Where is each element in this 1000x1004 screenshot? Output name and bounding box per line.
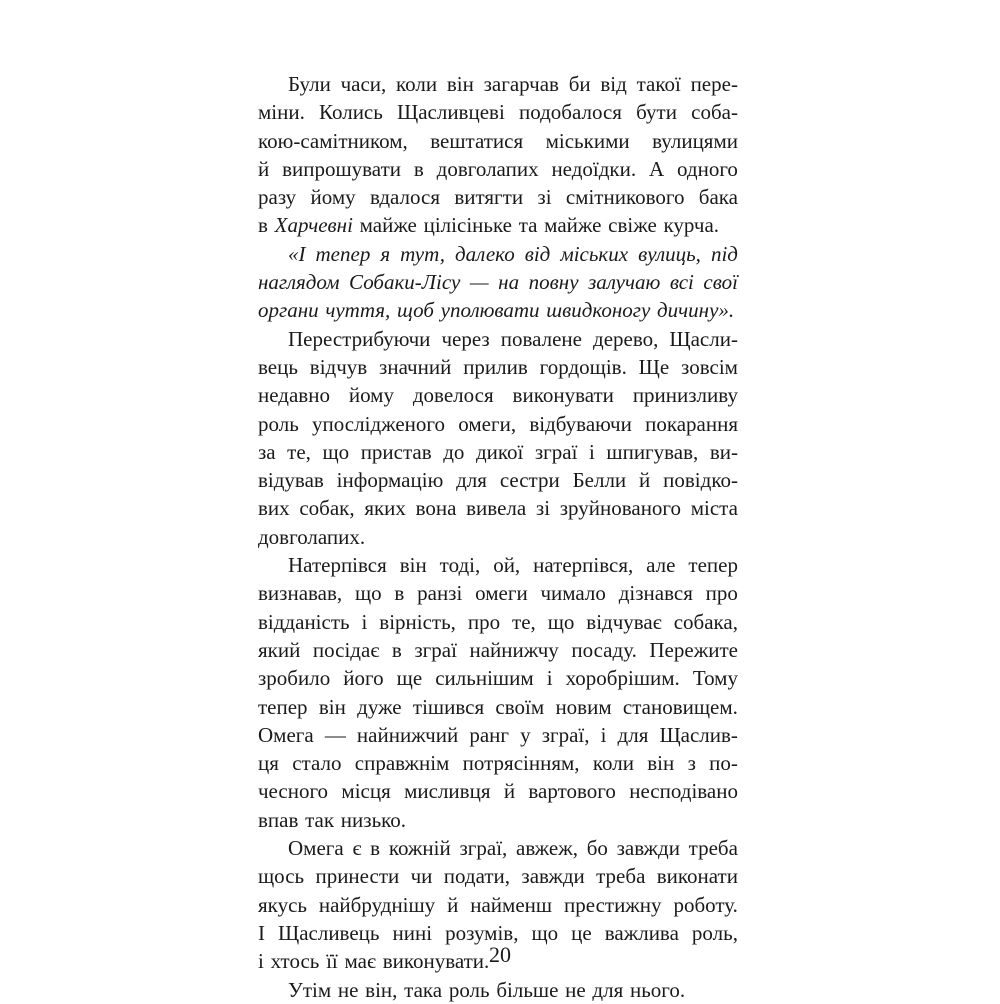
text-line: впав так низько. bbox=[258, 807, 407, 832]
text-line: Омега — найнижчий ранг у зграї, і для Щаслив- bbox=[258, 722, 738, 747]
text-line: довголапих. bbox=[258, 524, 366, 549]
text-line: за те, що пристав до дикої зграї і шпигував, ви- bbox=[258, 439, 738, 464]
text-line: Перестрибуючи через повалене дерево, Щасли- bbox=[288, 326, 738, 351]
text-line: Були часи, коли він загарчав би від такої пере- bbox=[288, 72, 738, 96]
text-line: і хтось її має виконувати. bbox=[258, 949, 490, 974]
paragraph bbox=[258, 240, 738, 325]
paragraph bbox=[258, 551, 738, 834]
text-line: органи чуття, щоб уполювати швидконогу дичину». bbox=[258, 298, 735, 323]
paragraph bbox=[258, 70, 738, 240]
text-line: наглядом Собаки-Лісу — на повну залучаю всі свої bbox=[258, 270, 738, 295]
text-line: й випрошувати в довголапих недоїдки. А одного bbox=[258, 156, 738, 181]
text-line: І Щасливець нині розумів, що це важлива роль, bbox=[258, 920, 738, 945]
text-line: кою-самітником, вештатися міськими вулицями bbox=[258, 128, 738, 153]
text-line: визнавав, що в ранзі омеги чимало дізнався про bbox=[258, 581, 738, 606]
text-line: Утім не він, така роль більше не для нього. bbox=[288, 977, 686, 1002]
text-line: разу йому вдалося витягти зі смітникового бака bbox=[258, 185, 738, 210]
paragraph bbox=[258, 325, 738, 551]
text-line: недавно йому довелося виконувати принизливу bbox=[258, 383, 738, 408]
text-line: вець відчув значний прилив гордощів. Ще зовсім bbox=[258, 354, 738, 379]
text-line: «І тепер я тут, далеко від міських вулиць, під bbox=[288, 241, 738, 266]
book-page-text bbox=[258, 70, 738, 1004]
text-line: в Харчевні майже цілісіньке та майже свіже курча. bbox=[258, 213, 720, 238]
page-number: 20 bbox=[489, 942, 511, 967]
text-line: Омега є в кожній зграї, авжеж, бо завжди треба bbox=[288, 836, 738, 861]
text-line: відував інформацію для сестри Белли й повідко- bbox=[258, 468, 738, 493]
text-line: вих собак, яких вона вивела зі зруйнованого міста bbox=[258, 496, 738, 521]
text-line: відданість і вірність, про те, що відчуває собака, bbox=[258, 609, 738, 634]
text-line: ця стало справжнім потрясінням, коли він з по- bbox=[258, 751, 738, 776]
text-line: щось принести чи подати, завжди треба виконати bbox=[258, 864, 738, 889]
text-line: якусь найбруднішу й найменш престижну роботу. bbox=[258, 892, 738, 917]
text-line: який посідає в зграї найнижчу посаду. Пережите bbox=[258, 637, 738, 662]
text-line: зробило його ще сильнішим і хоробрішим. Тому bbox=[258, 666, 738, 691]
text-line: міни. Колись Щасливцеві подобалося бути соба- bbox=[258, 100, 738, 125]
text-line: чесного місця мисливця й вартового несподівано bbox=[258, 779, 738, 804]
text-line: роль упослідженого омеги, відбуваючи покарання bbox=[258, 411, 738, 436]
text-line: Натерпівся він тоді, ой, натерпівся, але тепер bbox=[288, 553, 738, 578]
text-line: тепер він дуже тішився своїм новим становищем. bbox=[258, 694, 738, 719]
